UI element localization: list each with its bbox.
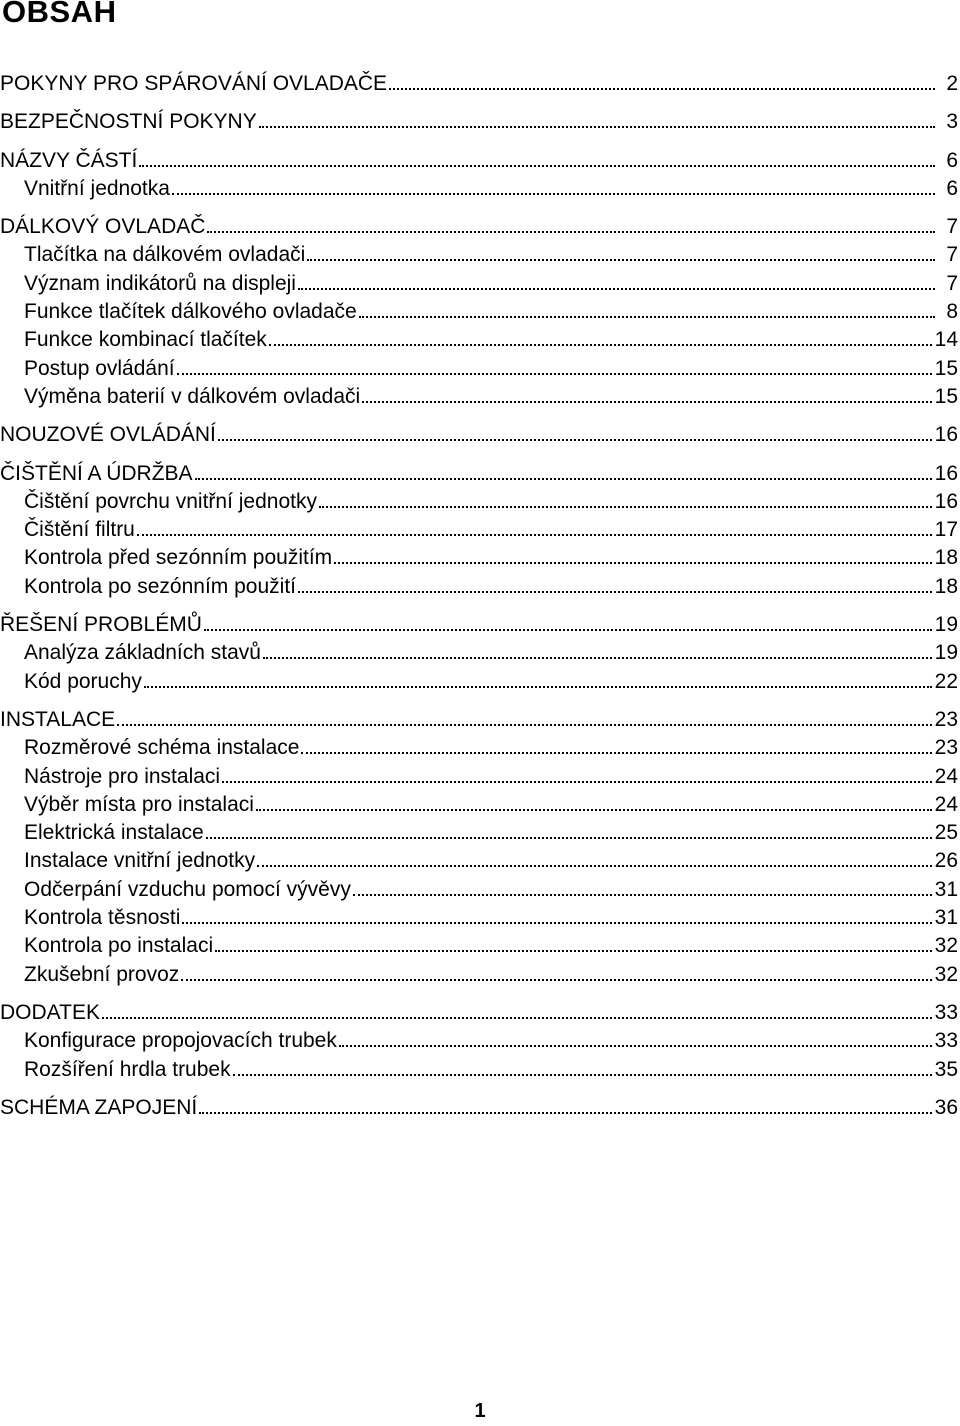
toc-subentry[interactable] <box>0 763 958 791</box>
toc-entry-label: Význam indikátorů na displeji <box>24 271 296 295</box>
toc-entry-label: DÁLKOVÝ OVLADAČ <box>0 215 206 239</box>
toc-subentry[interactable] <box>0 326 958 354</box>
toc-entry-page: 6 <box>946 148 958 172</box>
toc-entry-page: 31 <box>934 906 958 930</box>
toc-entry-page: 15 <box>934 384 958 408</box>
table-of-contents <box>0 70 958 1122</box>
toc-entry-label: Instalace vnitřní jednotky <box>24 849 256 873</box>
toc-subentry[interactable] <box>0 298 958 326</box>
toc-entry-label: Elektrická instalace <box>24 821 204 845</box>
toc-entry-label: DODATEK <box>0 1000 100 1024</box>
toc-entry-label: SCHÉMA ZAPOJENÍ <box>0 1095 198 1119</box>
toc-entry-page: 24 <box>934 764 958 788</box>
toc-section <box>0 611 958 696</box>
dot-leader <box>307 259 935 261</box>
toc-entry-label: Kontrola před sezónním použitím <box>24 546 333 570</box>
toc-subentry[interactable] <box>0 932 958 960</box>
dot-leader <box>195 478 932 480</box>
dot-leader <box>172 193 935 195</box>
toc-entry-label: ŘEŠENÍ PROBLÉMŮ <box>0 613 202 637</box>
toc-entry[interactable] <box>0 1094 958 1122</box>
toc-entry[interactable] <box>0 147 958 175</box>
toc-subentry[interactable] <box>0 488 958 516</box>
dot-leader <box>218 439 932 441</box>
dot-leader <box>117 724 931 726</box>
dot-leader <box>206 837 932 839</box>
toc-entry-page: 6 <box>946 176 958 200</box>
toc-entry-label: Funkce kombinací tlačítek <box>24 328 267 352</box>
toc-section <box>0 108 958 136</box>
toc-section <box>0 460 958 601</box>
toc-entry-page: 8 <box>946 300 958 324</box>
toc-entry-label: INSTALACE <box>0 707 116 731</box>
dot-leader <box>362 401 931 403</box>
toc-entry-page: 7 <box>946 243 958 267</box>
dot-leader <box>263 657 932 659</box>
toc-subentry[interactable] <box>0 175 958 203</box>
toc-entry[interactable] <box>0 70 958 98</box>
toc-subentry[interactable] <box>0 516 958 544</box>
dot-leader <box>207 231 935 233</box>
dot-leader <box>359 316 935 318</box>
toc-entry[interactable] <box>0 421 958 449</box>
toc-entry-page: 33 <box>934 1029 958 1053</box>
toc-entry-label: Čištění filtru <box>24 518 135 542</box>
toc-entry-label: BEZPEČNOSTNÍ POKYNY <box>0 110 257 134</box>
toc-entry-label: Výběr místa pro instalaci <box>24 792 254 816</box>
page-title: OBSAH <box>2 0 117 29</box>
dot-leader <box>257 865 932 867</box>
toc-subentry[interactable] <box>0 1056 958 1084</box>
toc-entry-page: 18 <box>934 546 958 570</box>
dot-leader <box>181 979 931 981</box>
dot-leader <box>334 562 931 564</box>
dot-leader <box>269 344 932 346</box>
toc-entry-label: NOUZOVÉ OVLÁDÁNÍ <box>0 423 216 447</box>
toc-entry-page: 25 <box>934 821 958 845</box>
toc-entry-label: Odčerpání vzduchu pomocí vývěvy <box>24 877 351 901</box>
toc-entry-page: 23 <box>934 736 958 760</box>
toc-entry[interactable] <box>0 460 958 488</box>
toc-entry-page: 32 <box>934 962 958 986</box>
toc-entry-label: Výměna baterií v dálkovém ovladači <box>24 384 361 408</box>
toc-subentry[interactable] <box>0 961 958 989</box>
dot-leader <box>177 373 932 375</box>
toc-entry-label: Nástroje pro instalaci <box>24 764 221 788</box>
toc-section <box>0 706 958 989</box>
dot-leader <box>182 922 931 924</box>
toc-subentry[interactable] <box>0 847 958 875</box>
dot-leader <box>259 126 935 128</box>
toc-section <box>0 999 958 1084</box>
toc-entry-label: POKYNY PRO SPÁROVÁNÍ OVLADAČE <box>0 72 388 95</box>
toc-entry-label: Analýza základních stavů <box>24 641 261 665</box>
toc-entry-page: 7 <box>946 271 958 295</box>
toc-entry-label: Konfigurace propojovacích trubek <box>24 1029 337 1053</box>
dot-leader <box>144 686 932 688</box>
toc-subentry[interactable] <box>0 668 958 696</box>
dot-leader <box>137 534 932 536</box>
toc-entry[interactable] <box>0 108 958 136</box>
toc-entry-page: 35 <box>934 1057 958 1081</box>
dot-leader <box>389 88 935 90</box>
toc-entry-label: Postup ovládání <box>24 356 175 380</box>
toc-section <box>0 421 958 449</box>
toc-entry-page: 31 <box>934 877 958 901</box>
toc-subentry[interactable] <box>0 904 958 932</box>
toc-entry-label: Kontrola po sezónním použití <box>24 574 296 598</box>
toc-subentry[interactable] <box>0 876 958 904</box>
toc-entry-page: 15 <box>934 356 958 380</box>
dot-leader <box>301 752 931 754</box>
toc-subentry[interactable] <box>0 819 958 847</box>
toc-entry-page: 7 <box>946 215 958 239</box>
toc-entry-label: Kód poruchy <box>24 669 142 693</box>
toc-entry[interactable] <box>0 999 958 1027</box>
toc-entry-label: Funkce tlačítek dálkového ovladače <box>24 300 357 324</box>
toc-entry-label: Čištění povrchu vnitřní jednotky <box>24 489 317 513</box>
toc-subentry[interactable] <box>0 1027 958 1055</box>
dot-leader <box>222 781 932 783</box>
toc-entry-label: Zkušební provoz <box>24 962 180 986</box>
dot-leader <box>298 288 935 290</box>
toc-entry-page: 32 <box>934 934 958 958</box>
toc-entry[interactable] <box>0 611 958 639</box>
dot-leader <box>233 1074 932 1076</box>
toc-entry-label: Tlačítka na dálkovém ovladači <box>24 243 306 267</box>
toc-entry-page: 16 <box>934 489 958 513</box>
toc-entry-page: 17 <box>934 518 958 542</box>
dot-leader <box>298 591 932 593</box>
toc-entry-page: 19 <box>934 613 958 637</box>
toc-subentry[interactable] <box>0 573 958 601</box>
toc-entry-page: 22 <box>934 669 958 693</box>
dot-leader <box>339 1045 932 1047</box>
toc-entry-page: 3 <box>946 110 958 134</box>
dot-leader <box>102 1017 932 1019</box>
dot-leader <box>215 950 932 952</box>
toc-entry-page: 26 <box>934 849 958 873</box>
dot-leader <box>204 629 932 631</box>
toc-subentry[interactable] <box>0 544 958 572</box>
dot-leader <box>353 894 932 896</box>
toc-subentry[interactable] <box>0 383 958 411</box>
toc-subentry[interactable] <box>0 734 958 762</box>
toc-subentry[interactable] <box>0 355 958 383</box>
toc-subentry[interactable] <box>0 639 958 667</box>
toc-entry-page: 18 <box>934 574 958 598</box>
dot-leader <box>319 506 932 508</box>
toc-entry[interactable] <box>0 213 958 241</box>
toc-section <box>0 213 958 411</box>
toc-entry[interactable] <box>0 706 958 734</box>
toc-entry-label: ČIŠTĚNÍ A ÚDRŽBA <box>0 461 193 485</box>
toc-entry-page: 16 <box>934 423 958 447</box>
page-number: 1 <box>474 1400 486 1422</box>
toc-entry-label: Vnitřní jednotka <box>24 176 170 200</box>
toc-entry-page: 33 <box>934 1000 958 1024</box>
toc-subentry[interactable] <box>0 241 958 269</box>
toc-entry-page: 14 <box>934 328 958 352</box>
dot-leader <box>139 165 935 167</box>
toc-entry-page: 19 <box>934 641 958 665</box>
toc-entry-label: NÁZVY ČÁSTÍ <box>0 148 138 172</box>
toc-entry-label: Kontrola po instalaci <box>24 934 214 958</box>
toc-section <box>0 147 958 204</box>
toc-section <box>0 1094 958 1122</box>
toc-entry-page: 36 <box>934 1095 958 1119</box>
toc-entry-page: 2 <box>946 72 958 95</box>
toc-entry-page: 16 <box>934 461 958 485</box>
dot-leader <box>199 1112 931 1114</box>
toc-entry-label: Rozšíření hrdla trubek <box>24 1057 231 1081</box>
toc-entry-label: Rozměrové schéma instalace <box>24 736 300 760</box>
toc-subentry[interactable] <box>0 791 958 819</box>
toc-subentry[interactable] <box>0 270 958 298</box>
dot-leader <box>256 809 932 811</box>
toc-entry-page: 23 <box>934 707 958 731</box>
toc-entry-label: Kontrola těsnosti <box>24 906 181 930</box>
toc-entry-page: 24 <box>934 792 958 816</box>
toc-section <box>0 70 958 98</box>
